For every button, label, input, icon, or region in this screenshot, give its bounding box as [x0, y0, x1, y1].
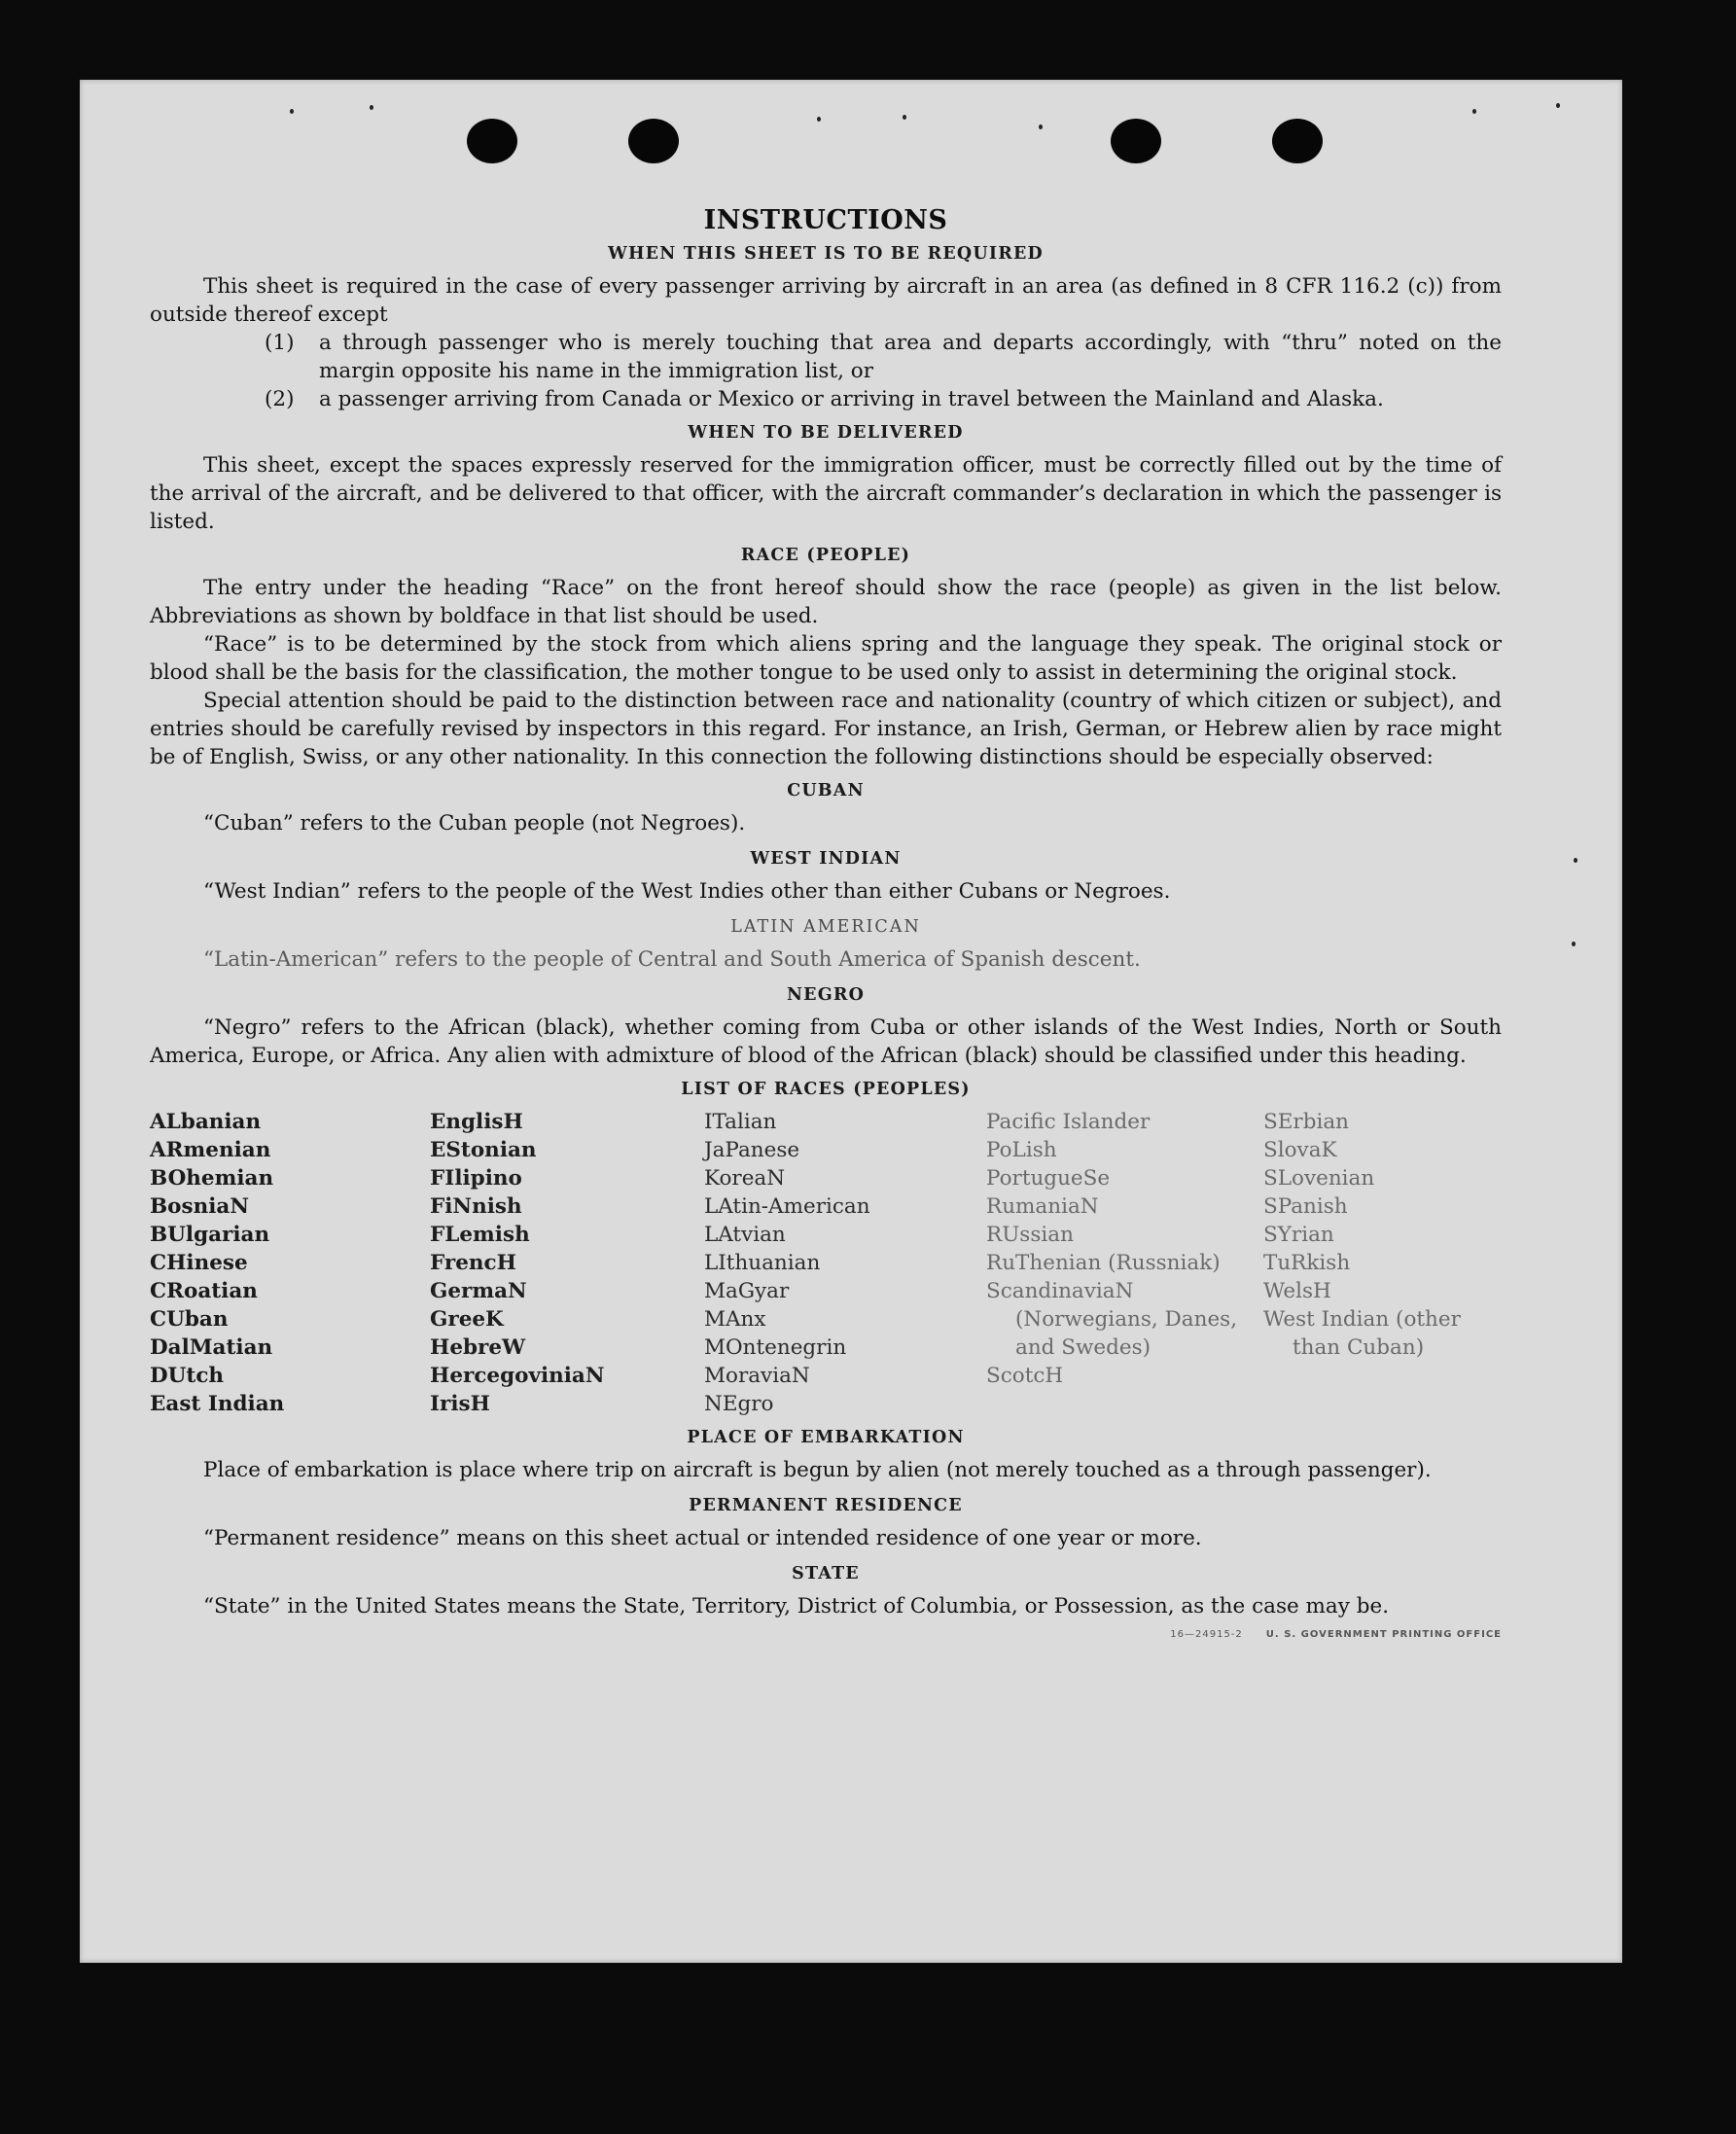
permanent-residence-text: “Permanent residence” means on this sheet actual or intended residence of one year or more. — [203, 1526, 1202, 1550]
when-required-intro: This sheet is required in the case of every passenger arriving by aircraft in an area (as defined in 8 CFR 116.2 (c)) from outside thereof except — [150, 274, 1502, 327]
punch-hole — [1272, 119, 1323, 163]
race-entry: EnglisH — [430, 1110, 523, 1134]
race-entry: GreeK — [430, 1307, 504, 1332]
race-column — [1263, 1108, 1502, 1418]
race-entry: FLemish — [430, 1223, 530, 1247]
race-entry: West Indian (other than Cuban) — [1263, 1307, 1461, 1360]
latin-american-definition: “Latin-American” refers to the people of Central and South America of Spanish descent. — [203, 947, 1141, 972]
punch-hole — [1111, 119, 1161, 163]
section-heading-list-of-races: LIST OF RACES (PEOPLES) — [681, 1080, 971, 1099]
race-entry: MAnx — [704, 1307, 766, 1332]
race-entry: SYrian — [1263, 1223, 1334, 1247]
page-title: INSTRUCTIONS — [703, 205, 948, 235]
race-entry: LAtvian — [704, 1223, 786, 1247]
race-entry: FiNnish — [430, 1194, 522, 1219]
race-entry: NEgro — [704, 1392, 774, 1416]
race-entry: PortugueSe — [986, 1166, 1111, 1191]
race-entry: ScotcH — [986, 1364, 1064, 1388]
race-column — [704, 1108, 986, 1418]
race-entry: FIlipino — [430, 1166, 522, 1191]
exception-number: (1) — [265, 331, 295, 355]
section-heading-cuban: CUBAN — [787, 781, 865, 800]
race-entry: ScandinaviaN (Norwegians, Danes, and Swedes) — [986, 1279, 1238, 1360]
race-entry: ARmenian — [150, 1138, 271, 1162]
race-entry: MoraviaN — [704, 1364, 810, 1388]
exception-text: a passenger arriving from Canada or Mexico or arriving in travel between the Mainland and Alaska. — [319, 387, 1384, 411]
race-entry: IrisH — [430, 1392, 490, 1416]
race-column — [986, 1108, 1263, 1418]
race-entry: CHinese — [150, 1251, 248, 1275]
when-delivered-text: This sheet, except the spaces expressly reserved for the immigration officer, must be correctly filled out by the time of the arrival of the aircraft, and be delivered to that officer, with the aircraft commander’s declaration in which the passenger is listed. — [150, 453, 1502, 534]
west-indian-definition: “West Indian” refers to the people of the West Indies other than either Cubans or Negroes. — [203, 879, 1171, 904]
race-entry: SPanish — [1263, 1194, 1348, 1219]
race-entry: BUlgarian — [150, 1223, 270, 1247]
race-entry: ITalian — [704, 1110, 777, 1134]
section-heading-permanent-residence: PERMANENT RESIDENCE — [689, 1496, 963, 1515]
race-entry: Pacific Islander — [986, 1110, 1151, 1134]
race-column — [150, 1108, 430, 1418]
paper-speck — [903, 115, 906, 120]
paper-speck — [817, 117, 821, 122]
paper-speck — [1556, 103, 1560, 108]
race-entry: FrencH — [430, 1251, 516, 1275]
section-heading-when-delivered: WHEN TO BE DELIVERED — [688, 423, 964, 443]
paper-speck — [1572, 942, 1576, 946]
print-code — [1170, 1620, 1502, 1649]
document-sheet — [80, 80, 1622, 1963]
section-heading-race: RACE (PEOPLE) — [740, 546, 911, 565]
paper-speck — [370, 105, 373, 110]
race-entry: KoreaN — [704, 1166, 786, 1191]
race-entry: EStonian — [430, 1138, 537, 1162]
race-entry: DalMatian — [150, 1335, 273, 1360]
section-heading-negro: NEGRO — [786, 985, 866, 1005]
exception-item — [265, 329, 1502, 385]
race-entry: ALbanian — [150, 1110, 262, 1134]
section-heading-state: STATE — [792, 1564, 860, 1583]
race-list — [150, 1108, 1502, 1418]
race-entry: WelsH — [1263, 1279, 1331, 1303]
negro-definition: “Negro” refers to the African (black), whether coming from Cuba or other islands of the West Indies, North or South America, Europe, or Africa. Any alien with admixture of blood of the African (black) should be classified under this heading. — [150, 1015, 1502, 1068]
exception-number: (2) — [265, 387, 295, 411]
section-heading-latin-american: LATIN AMERICAN — [730, 917, 921, 937]
race-entry: TuRkish — [1263, 1251, 1351, 1275]
section-heading-west-indian: WEST INDIAN — [750, 849, 902, 869]
race-entry: DUtch — [150, 1364, 225, 1388]
race-entry: RuThenian (Russniak) — [986, 1251, 1221, 1275]
race-entry: RumaniaN — [986, 1194, 1099, 1219]
paper-speck — [1039, 124, 1043, 129]
race-entry: BosniaN — [150, 1194, 249, 1219]
race-entry: BOhemian — [150, 1166, 274, 1191]
race-entry: HercegoviniaN — [430, 1364, 605, 1388]
cuban-definition: “Cuban” refers to the Cuban people (not Negroes). — [203, 811, 746, 836]
race-paragraph: “Race” is to be determined by the stock from which aliens spring and the language they speak. The original stock or blood shall be the basis for the classification, the mother tongue to be used only to assist in determining the original stock. — [150, 632, 1502, 685]
race-entry: East Indian — [150, 1392, 285, 1416]
exception-text: a through passenger who is merely touching that area and departs accordingly, with “thru” noted on the margin opposite his name in the immigration list, or — [319, 331, 1502, 383]
race-entry: RUssian — [986, 1223, 1074, 1247]
race-entry: SlovaK — [1263, 1138, 1337, 1162]
punch-hole — [628, 119, 679, 163]
race-entry: LAtin-American — [704, 1194, 870, 1219]
race-entry: LIthuanian — [704, 1251, 821, 1275]
race-entry: HebreW — [430, 1335, 526, 1360]
race-entry: GermaN — [430, 1279, 527, 1303]
race-entry: JaPanese — [704, 1138, 800, 1162]
paper-speck — [1472, 109, 1476, 114]
exception-item — [265, 385, 1502, 413]
punch-hole — [467, 119, 517, 163]
paper-speck — [1574, 858, 1577, 863]
section-heading-embarkation: PLACE OF EMBARKATION — [687, 1428, 965, 1447]
state-text: “State” in the United States means the State, Territory, District of Columbia, or Possession, as the case may be. — [203, 1594, 1390, 1618]
footer — [150, 1620, 1502, 1653]
race-paragraph: The entry under the heading “Race” on the front hereof should show the race (people) as given in the list below. Abbreviations as shown by boldface in that list should be used. — [150, 576, 1502, 628]
race-paragraph: Special attention should be paid to the distinction between race and nationality (country of which citizen or subject), and entries should be carefully revised by inspectors in this regard. For instance, an Irish, German, or Hebrew alien by race might be of English, Swiss, or any other nationality. In this connection the following distinctions should be especially observed: — [150, 689, 1502, 769]
race-entry: SErbian — [1263, 1110, 1350, 1134]
race-entry: CRoatian — [150, 1279, 258, 1303]
race-column — [430, 1108, 704, 1418]
form-code: 16—24915-2 — [1170, 1629, 1243, 1640]
race-entry: SLovenian — [1263, 1166, 1375, 1191]
paper-speck — [290, 109, 294, 114]
embarkation-text: Place of embarkation is place where trip on aircraft is begun by alien (not merely touched as a through passenger). — [203, 1458, 1432, 1482]
instructions-content — [150, 206, 1502, 1653]
printer-imprint: U. S. GOVERNMENT PRINTING OFFICE — [1265, 1629, 1502, 1640]
race-entry: MOntenegrin — [704, 1335, 847, 1360]
section-heading-when-required: WHEN THIS SHEET IS TO BE REQUIRED — [608, 244, 1044, 264]
race-entry: MaGyar — [704, 1279, 790, 1303]
race-entry: PoLish — [986, 1138, 1057, 1162]
race-entry: CUban — [150, 1307, 229, 1332]
